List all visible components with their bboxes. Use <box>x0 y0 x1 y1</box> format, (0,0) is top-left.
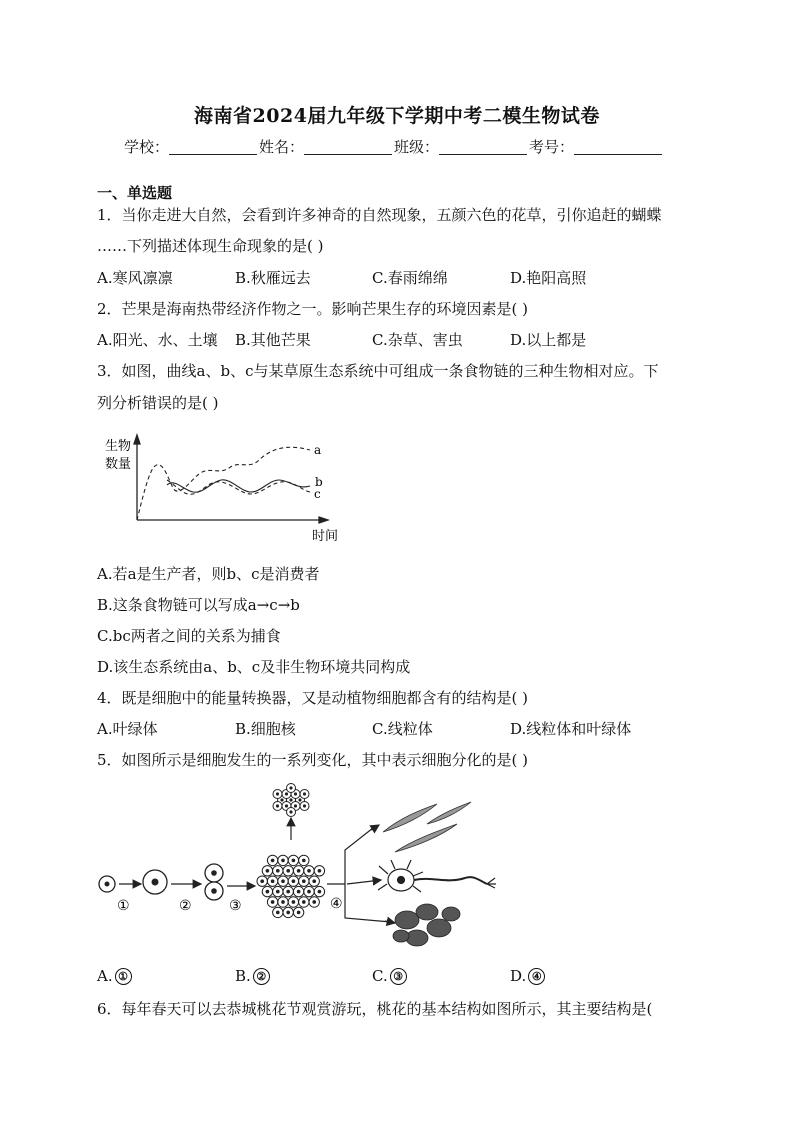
single-small-cell <box>99 876 115 892</box>
school-label: 学校： <box>124 138 170 156</box>
option-mark-4: ④ <box>528 968 545 985</box>
curve-label-a: a <box>314 443 322 457</box>
cell-nucleus <box>318 869 322 873</box>
question-2-option-d[interactable]: D.以上都是 <box>510 331 587 349</box>
question-4-line-1: 4．既是细胞中的能量转换器，又是动植物细胞都含有的结构是( ) <box>97 689 529 707</box>
question-5-option-c[interactable]: C. ③ <box>372 967 407 985</box>
cell-nucleus <box>289 786 292 789</box>
cell-nucleus <box>297 890 301 894</box>
cell-nucleus <box>280 798 283 801</box>
question-2-option-c[interactable]: C.杂草、害虫 <box>372 331 463 349</box>
curve-a <box>137 447 310 520</box>
question-5-line-1: 5．如图所示是细胞发生的一系列变化，其中表示细胞分化的是( ) <box>97 751 529 769</box>
cell-nucleus <box>281 879 285 883</box>
cell-nucleus <box>297 911 301 915</box>
cell-nucleus <box>297 869 301 873</box>
population-graph <box>97 430 357 550</box>
exam-no-blank[interactable] <box>574 139 662 155</box>
option-mark-3: ③ <box>390 968 407 985</box>
question-2-option-a[interactable]: A.阳光、水、土壤 <box>97 331 218 349</box>
cell-nucleus <box>303 804 306 807</box>
step-label-4: ④ <box>330 896 343 912</box>
school-blank[interactable] <box>169 139 257 155</box>
cell-nucleus <box>281 859 285 863</box>
two-cells <box>205 864 223 900</box>
cell-nucleus <box>266 890 270 894</box>
cell-nucleus <box>276 911 280 915</box>
cell-nucleus <box>307 890 311 894</box>
question-4-option-c[interactable]: C.线粒体 <box>372 720 433 738</box>
page-title: 海南省2024届九年级下学期中考二模生物试卷 <box>194 105 600 127</box>
cell-nucleus <box>266 869 270 873</box>
student-info-row <box>124 136 664 157</box>
cell-nucleus <box>285 792 288 795</box>
curve-label-c: c <box>314 487 321 501</box>
name-label: 姓名： <box>259 138 305 156</box>
question-4-option-b[interactable]: B.细胞核 <box>235 720 296 738</box>
section-heading: 一、单选题 <box>97 184 173 202</box>
cell-nucleus <box>271 859 275 863</box>
small-cell-cluster <box>273 784 309 817</box>
class-label: 班级： <box>394 138 440 156</box>
blood-cells <box>393 904 460 946</box>
question-3-option-c[interactable]: C.bc两者之间的关系为捕食 <box>97 627 281 645</box>
graph-ylabel-1: 生物 <box>105 439 132 454</box>
cell-nucleus <box>292 879 296 883</box>
cell-change-figure <box>95 780 515 960</box>
cell-nucleus <box>276 804 279 807</box>
cell-nucleus <box>292 859 296 863</box>
question-5-option-a[interactable]: A. ① <box>97 967 132 985</box>
step-label-3: ③ <box>229 898 242 914</box>
question-3-line-2: 列分析错误的是( ) <box>97 394 219 412</box>
question-1-line-1: 1．当你走进大自然，会看到许多神奇的自然现象，五颜六色的花草，引你追赶的蝴蝶 <box>97 206 662 224</box>
question-1-option-d[interactable]: D.艳阳高照 <box>510 269 587 287</box>
question-1-option-c[interactable]: C.春雨绵绵 <box>372 269 448 287</box>
question-3-line-1: 3．如图，曲线a、b、c与某草原生态系统中可组成一条食物链的三种生物相对应。下 <box>97 362 659 380</box>
question-1-line-2: ……下列描述体现生命现象的是( ) <box>97 237 324 255</box>
cell-nucleus <box>276 890 280 894</box>
cell-nucleus <box>294 792 297 795</box>
cell-nucleus <box>271 879 275 883</box>
graph-y-arrow <box>134 435 140 444</box>
question-4-option-a[interactable]: A.叶绿体 <box>97 720 158 738</box>
question-3-option-a[interactable]: A.若a是生产者，则b、c是消费者 <box>97 565 320 583</box>
cell-nucleus <box>298 798 301 801</box>
exam-no-label: 考号： <box>529 138 575 156</box>
cell-nucleus <box>303 792 306 795</box>
cell-cluster <box>257 855 325 917</box>
cell-nucleus <box>302 900 306 904</box>
cell-nucleus <box>292 900 296 904</box>
graph-xlabel: 时间 <box>312 529 339 544</box>
cell-nucleus <box>302 879 306 883</box>
cell-nucleus <box>260 879 264 883</box>
muscle-cells <box>383 802 471 852</box>
cell-nucleus <box>312 900 316 904</box>
option-mark-2: ② <box>253 968 270 985</box>
question-4-option-d[interactable]: D.线粒体和叶绿体 <box>510 720 632 738</box>
cell-nucleus <box>312 879 316 883</box>
class-blank[interactable] <box>439 139 527 155</box>
step-label-1: ① <box>117 898 130 914</box>
question-1-option-b[interactable]: B.秋雁远去 <box>235 269 311 287</box>
question-2-option-b[interactable]: B.其他芒果 <box>235 331 311 349</box>
name-blank[interactable] <box>304 139 392 155</box>
cell-nucleus <box>289 810 292 813</box>
step-label-2: ② <box>179 898 192 914</box>
question-6-line-1: 6．每年春天可以去恭城桃花节观赏游玩，桃花的基本结构如图所示，其主要结构是( <box>97 1000 653 1018</box>
graph-ylabel-2: 数量 <box>105 457 132 472</box>
cell-nucleus <box>307 869 311 873</box>
question-3-option-b[interactable]: B.这条食物链可以写成a→c→b <box>97 596 300 614</box>
neuron-cell <box>378 860 496 892</box>
cell-nucleus <box>286 890 290 894</box>
cell-nucleus <box>289 798 292 801</box>
question-5-option-d[interactable]: D. ④ <box>510 967 545 985</box>
question-3-option-d[interactable]: D.该生态系统由a、b、c及非生物环境共同构成 <box>97 658 411 676</box>
cell-nucleus <box>286 911 290 915</box>
question-2-line-1: 2．芒果是海南热带经济作物之一。影响芒果生存的环境因素是( ) <box>97 300 529 318</box>
cell-nucleus <box>286 869 290 873</box>
cell-nucleus <box>276 869 280 873</box>
cell-nucleus <box>302 859 306 863</box>
cell-nucleus <box>318 890 322 894</box>
option-mark-1: ① <box>115 968 132 985</box>
question-1-option-a[interactable]: A.寒风凛凛 <box>97 269 173 287</box>
cell-nucleus <box>285 804 288 807</box>
cell-nucleus <box>271 900 275 904</box>
question-5-option-b[interactable]: B. ② <box>235 967 270 985</box>
cell-nucleus <box>294 804 297 807</box>
single-large-cell <box>143 870 167 894</box>
cell-nucleus <box>281 900 285 904</box>
cell-nucleus <box>276 792 279 795</box>
curve-label-b: b <box>315 475 323 489</box>
curve-b <box>167 480 310 492</box>
graph-x-arrow <box>319 517 328 523</box>
